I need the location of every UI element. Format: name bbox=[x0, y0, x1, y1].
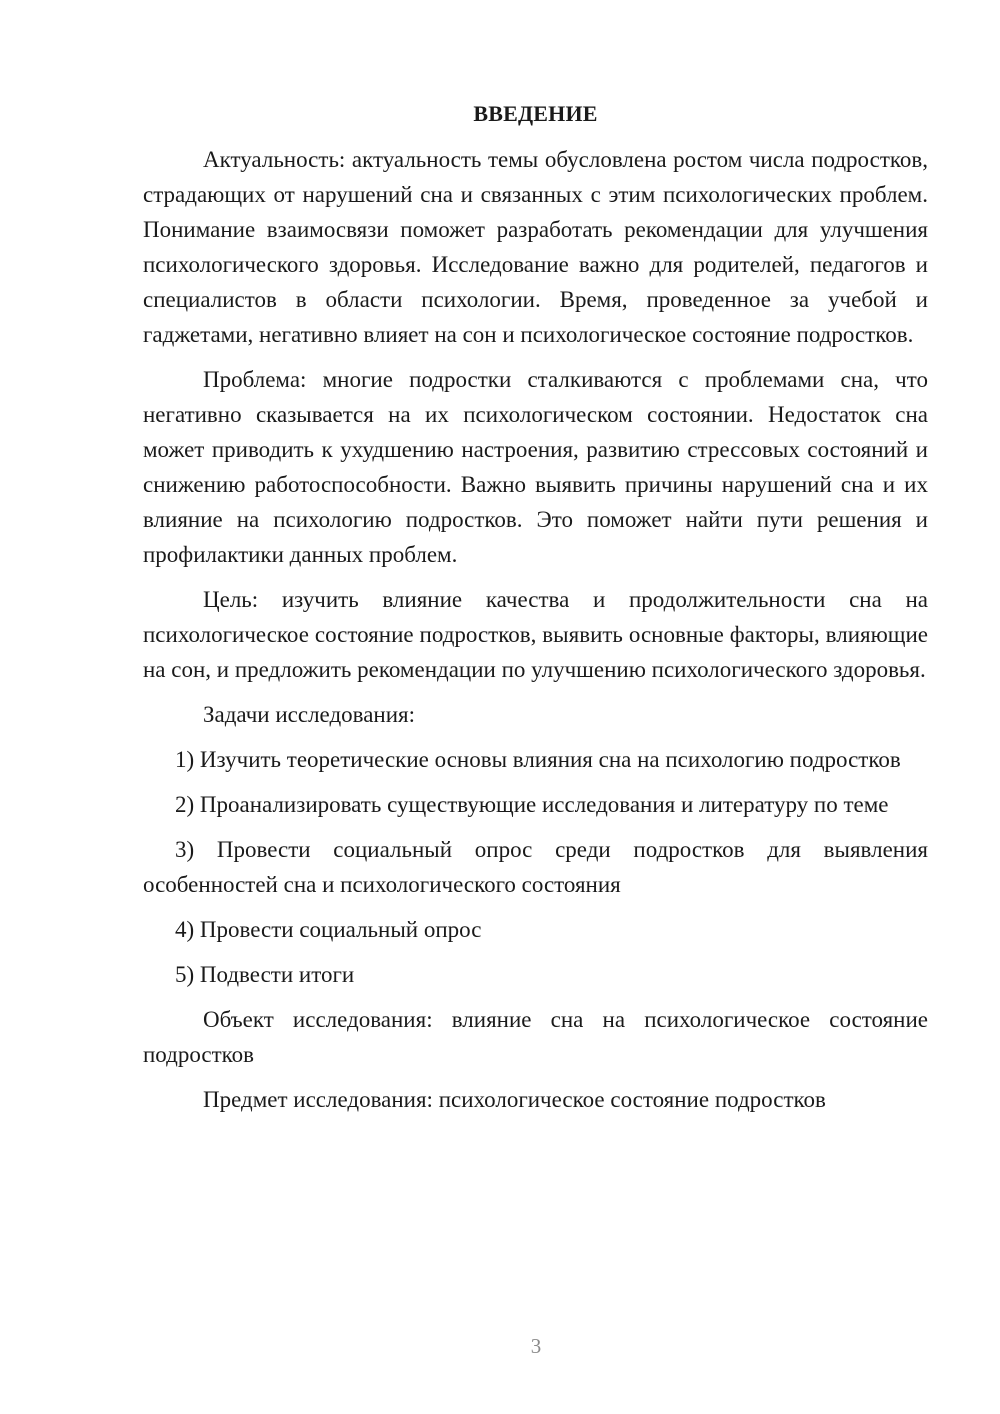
task-item-1: 1) Изучить теоретические основы влияния сна на психологию подростков bbox=[175, 747, 901, 772]
paragraph-problem: Проблема: многие подростки сталкиваются с проблемами сна, что негативно сказывается на их психологическом состоянии. Недостаток сна может приводить к ухудшению настроения, развитию стрессовых состояний и снижению работоспособности. Важно выявить причины нарушений сна и их влияние на психологию подростков. Это поможет найти пути решения и профилактики данных проблем. bbox=[143, 367, 928, 567]
tasks-heading: Задачи исследования: bbox=[203, 702, 416, 727]
paragraph-object: Объект исследования: влияние сна на психологическое состояние подростков bbox=[143, 1007, 928, 1067]
task-item-3: 3) Провести социальный опрос среди подростков для выявления особенностей сна и психологического состояния bbox=[143, 837, 928, 897]
task-item-2: 2) Проанализировать существующие исследования и литературу по теме bbox=[175, 792, 889, 817]
task-item-5: 5) Подвести итоги bbox=[175, 962, 355, 987]
paragraph-subject: Предмет исследования: психологическое состояние подростков bbox=[203, 1087, 826, 1112]
page-number: 3 bbox=[530, 1334, 542, 1358]
paragraph-goal: Цель: изучить влияние качества и продолжительности сна на психологическое состояние подростков, выявить основные факторы, влияющие на сон, и предложить рекомендации по улучшению психологического здоровья. bbox=[143, 587, 928, 682]
task-item-4: 4) Провести социальный опрос bbox=[175, 917, 482, 942]
paragraph-relevance: Актуальность: актуальность темы обусловлена ростом числа подростков, страдающих от нарушений сна и связанных с этим психологических проблем. Понимание взаимосвязи поможет разработать рекомендации для улучшения психологического здоровья. Исследование важно для родителей, педагогов и специалистов в области психологии. Время, проведенное за учебой и гаджетами, негативно влияет на сон и психологическое состояние подростков. bbox=[143, 147, 928, 347]
page-content bbox=[143, 96, 928, 1127]
section-title: ВВЕДЕНИЕ bbox=[473, 101, 598, 126]
